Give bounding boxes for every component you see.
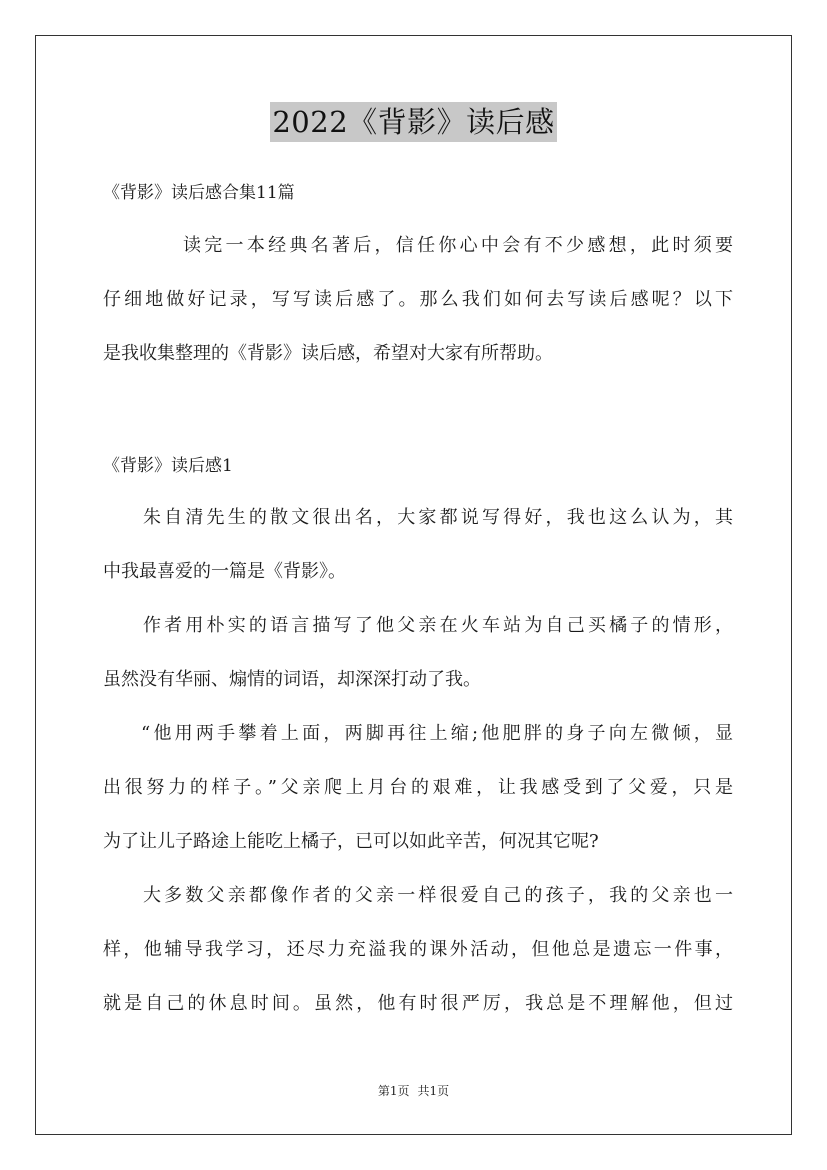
paragraph-2 xyxy=(103,613,733,721)
page-total: 共1页 xyxy=(417,1084,450,1098)
paragraph-4 xyxy=(103,883,733,1045)
paragraph-line: 虽然没有华丽、煽情的词语，却深深打动了我。 xyxy=(103,669,481,690)
paragraph-line: 作者用朴实的语言描写了他父亲在火车站为自己买橘子的情形， xyxy=(143,615,733,636)
section-heading: 《背影》读后感1 xyxy=(103,456,233,476)
intro-paragraph xyxy=(103,233,733,395)
intro-line: 仔细地做好记录，写写读后感了。那么我们如何去写读后感呢？以下 xyxy=(103,289,733,310)
document-subtitle: 《背影》读后感合集11篇 xyxy=(103,183,295,203)
page-footer xyxy=(0,1082,827,1100)
document-title-block xyxy=(0,102,827,142)
page-number: 第1页 xyxy=(377,1084,410,1098)
paragraph-line: 朱自清先生的散文很出名，大家都说写得好，我也这么认为，其 xyxy=(143,507,733,528)
paragraph-3 xyxy=(103,721,733,883)
paragraph-line: 中我最喜爱的一篇是《背影》。 xyxy=(103,561,346,582)
paragraph-line: “他用两手攀着上面，两脚再往上缩;他肥胖的身子向左微倾，显 xyxy=(141,723,733,744)
intro-line: 读完一本经典名著后，信任你心中会有不少感想，此时须要 xyxy=(183,235,733,256)
document-title: 2022《背影》读后感 xyxy=(270,102,556,142)
paragraph-line: 样，他辅导我学习，还尽力充溢我的课外活动，但他总是遗忘一件事， xyxy=(103,939,733,960)
paragraph-line: 为了让儿子路途上能吃上橘子，已可以如此辛苦，何况其它呢? xyxy=(103,831,599,852)
paragraph-line: 就是自己的休息时间。虽然，他有时很严厉，我总是不理解他，但过 xyxy=(103,993,733,1014)
paragraph-line: 大多数父亲都像作者的父亲一样很爱自己的孩子，我的父亲也一 xyxy=(143,885,733,906)
paragraph-line: 出很努力的样子。”父亲爬上月台的艰难，让我感受到了父爱，只是 xyxy=(103,777,733,798)
paragraph-1 xyxy=(103,505,733,613)
intro-line: 是我收集整理的《背影》读后感，希望对大家有所帮助。 xyxy=(103,343,553,364)
